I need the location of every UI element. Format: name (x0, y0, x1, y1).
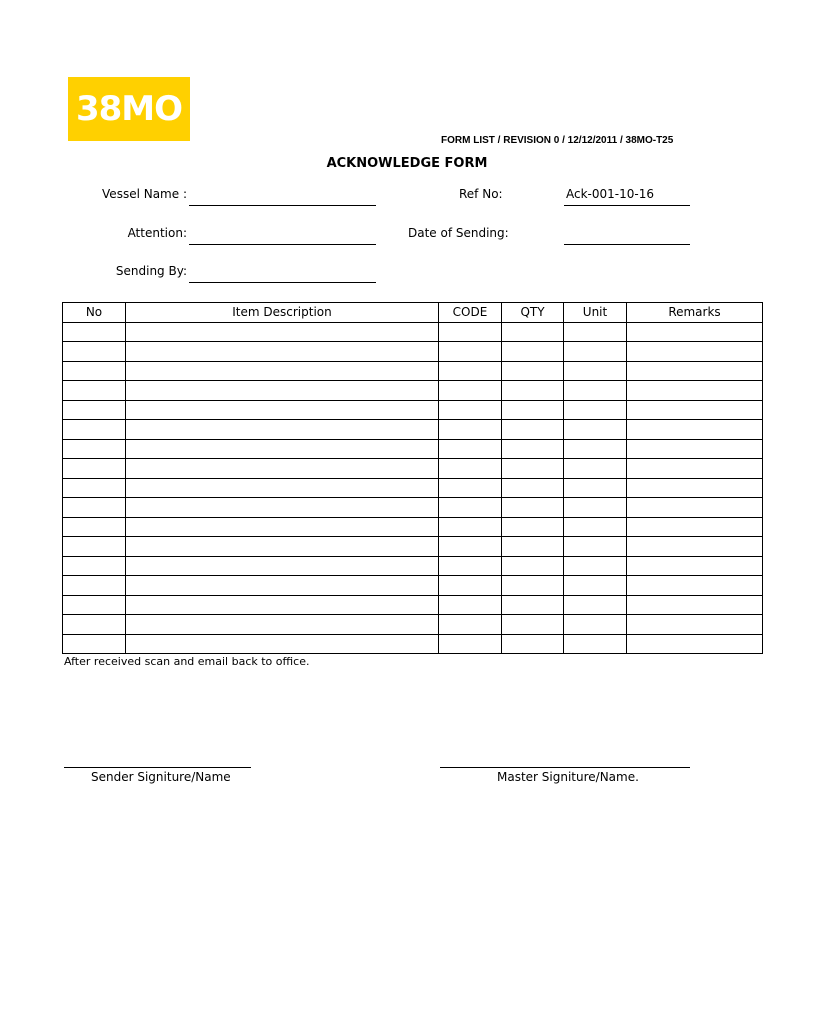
table-cell[interactable] (63, 400, 126, 420)
table-cell[interactable] (63, 381, 126, 401)
table-cell[interactable] (63, 537, 126, 557)
table-row (63, 634, 763, 654)
table-cell[interactable] (564, 576, 627, 596)
table-cell[interactable] (126, 634, 439, 654)
table-cell[interactable] (126, 595, 439, 615)
date-of-sending-label: Date of Sending: (408, 226, 509, 240)
vessel-name-underline (189, 205, 376, 206)
table-cell[interactable] (126, 400, 439, 420)
table-cell[interactable] (439, 400, 502, 420)
table-cell[interactable] (627, 498, 763, 518)
table-cell[interactable] (502, 439, 564, 459)
table-cell[interactable] (63, 595, 126, 615)
table-cell[interactable] (627, 361, 763, 381)
table-cell[interactable] (63, 459, 126, 479)
table-row (63, 361, 763, 381)
table-cell[interactable] (439, 595, 502, 615)
table-cell[interactable] (126, 420, 439, 440)
table-cell[interactable] (439, 517, 502, 537)
table-cell[interactable] (502, 420, 564, 440)
table-cell[interactable] (439, 420, 502, 440)
table-cell[interactable] (502, 537, 564, 557)
column-header-item-description: Item Description (126, 303, 439, 323)
table-cell[interactable] (564, 498, 627, 518)
table-cell[interactable] (63, 420, 126, 440)
table-cell[interactable] (439, 615, 502, 635)
table-cell[interactable] (439, 498, 502, 518)
table-cell[interactable] (564, 439, 627, 459)
table-row (63, 498, 763, 518)
table-cell[interactable] (564, 361, 627, 381)
column-header-no: No (63, 303, 126, 323)
table-cell[interactable] (63, 556, 126, 576)
table-cell[interactable] (63, 342, 126, 362)
column-header-unit: Unit (564, 303, 627, 323)
table-cell[interactable] (126, 459, 439, 479)
table-row (63, 537, 763, 557)
company-logo: 38MO (68, 77, 190, 141)
table-cell[interactable] (439, 322, 502, 342)
table-cell[interactable] (502, 478, 564, 498)
master-signature-line[interactable] (440, 767, 690, 768)
form-reference: FORM LIST / REVISION 0 / 12/12/2011 / 38MO-T25 (441, 135, 674, 146)
table-cell[interactable] (439, 381, 502, 401)
sender-signature-label: Sender Signiture/Name (91, 770, 231, 784)
attention-label: Attention: (127, 226, 187, 240)
table-cell[interactable] (627, 556, 763, 576)
table-row (63, 322, 763, 342)
table-cell[interactable] (63, 478, 126, 498)
table-cell[interactable] (439, 634, 502, 654)
table-cell[interactable] (502, 517, 564, 537)
table-cell[interactable] (439, 342, 502, 362)
table-cell[interactable] (502, 634, 564, 654)
table-row (63, 420, 763, 440)
table-cell[interactable] (627, 576, 763, 596)
ref-no-underline (564, 205, 690, 206)
table-cell[interactable] (126, 478, 439, 498)
column-header-qty: QTY (502, 303, 564, 323)
table-cell[interactable] (627, 322, 763, 342)
table-cell[interactable] (126, 322, 439, 342)
table-cell[interactable] (126, 517, 439, 537)
table-row (63, 381, 763, 401)
table-cell[interactable] (126, 498, 439, 518)
table-cell[interactable] (627, 537, 763, 557)
table-row (63, 478, 763, 498)
table-row (63, 615, 763, 635)
table-cell[interactable] (63, 576, 126, 596)
table-cell[interactable] (439, 478, 502, 498)
table-cell[interactable] (564, 322, 627, 342)
table-cell[interactable] (63, 361, 126, 381)
table-cell[interactable] (564, 342, 627, 362)
table-cell[interactable] (564, 634, 627, 654)
items-table-container (62, 302, 721, 652)
table-cell[interactable] (627, 342, 763, 362)
sending-by-underline (189, 282, 376, 283)
column-header-remarks: Remarks (627, 303, 763, 323)
table-cell[interactable] (63, 615, 126, 635)
table-cell[interactable] (627, 634, 763, 654)
sender-signature-line[interactable] (64, 767, 251, 768)
table-cell[interactable] (564, 420, 627, 440)
table-cell[interactable] (63, 322, 126, 342)
table-cell[interactable] (439, 459, 502, 479)
table-row (63, 556, 763, 576)
ref-no-label: Ref No: (459, 187, 503, 201)
table-cell[interactable] (564, 517, 627, 537)
table-cell[interactable] (502, 498, 564, 518)
table-cell[interactable] (126, 576, 439, 596)
table-cell[interactable] (564, 478, 627, 498)
instruction-note: After received scan and email back to office. (64, 655, 310, 668)
table-cell[interactable] (564, 615, 627, 635)
table-cell[interactable] (502, 576, 564, 596)
table-cell[interactable] (439, 576, 502, 596)
table-cell[interactable] (502, 322, 564, 342)
table-header-row (63, 303, 763, 323)
date-of-sending-underline (564, 244, 690, 245)
table-row (63, 439, 763, 459)
table-cell[interactable] (627, 595, 763, 615)
table-cell[interactable] (63, 634, 126, 654)
table-cell[interactable] (126, 615, 439, 635)
table-row (63, 342, 763, 362)
table-cell[interactable] (439, 556, 502, 576)
table-cell[interactable] (439, 439, 502, 459)
table-cell[interactable] (627, 517, 763, 537)
table-cell[interactable] (63, 439, 126, 459)
master-signature-label: Master Signiture/Name. (497, 770, 639, 784)
table-cell[interactable] (502, 595, 564, 615)
items-table (62, 302, 763, 654)
table-row (63, 595, 763, 615)
table-row (63, 517, 763, 537)
table-cell[interactable] (439, 537, 502, 557)
attention-underline (189, 244, 376, 245)
table-cell[interactable] (126, 439, 439, 459)
table-cell[interactable] (564, 459, 627, 479)
table-cell[interactable] (502, 400, 564, 420)
table-cell[interactable] (627, 400, 763, 420)
table-cell[interactable] (126, 361, 439, 381)
table-cell[interactable] (439, 361, 502, 381)
table-cell[interactable] (502, 381, 564, 401)
table-cell[interactable] (564, 537, 627, 557)
table-cell[interactable] (502, 459, 564, 479)
table-cell[interactable] (126, 556, 439, 576)
table-row (63, 459, 763, 479)
table-cell[interactable] (564, 595, 627, 615)
table-cell[interactable] (502, 615, 564, 635)
table-cell[interactable] (63, 498, 126, 518)
table-cell[interactable] (564, 556, 627, 576)
table-cell[interactable] (502, 342, 564, 362)
table-cell[interactable] (627, 439, 763, 459)
table-row (63, 400, 763, 420)
vessel-name-label: Vessel Name : (102, 187, 187, 201)
column-header-code: CODE (439, 303, 502, 323)
table-cell[interactable] (126, 342, 439, 362)
sending-by-label: Sending By: (115, 264, 187, 278)
table-cell[interactable] (63, 517, 126, 537)
table-cell[interactable] (627, 615, 763, 635)
table-cell[interactable] (502, 556, 564, 576)
table-cell[interactable] (627, 420, 763, 440)
table-cell[interactable] (564, 381, 627, 401)
ref-no-field[interactable]: Ack-001-10-16 (566, 187, 654, 201)
table-cell[interactable] (502, 361, 564, 381)
table-cell[interactable] (627, 478, 763, 498)
table-cell[interactable] (627, 459, 763, 479)
table-cell[interactable] (627, 381, 763, 401)
table-row (63, 576, 763, 596)
table-cell[interactable] (126, 381, 439, 401)
items-table-body (63, 322, 763, 654)
table-cell[interactable] (126, 537, 439, 557)
table-cell[interactable] (564, 400, 627, 420)
page-title: ACKNOWLEDGE FORM (326, 156, 488, 171)
